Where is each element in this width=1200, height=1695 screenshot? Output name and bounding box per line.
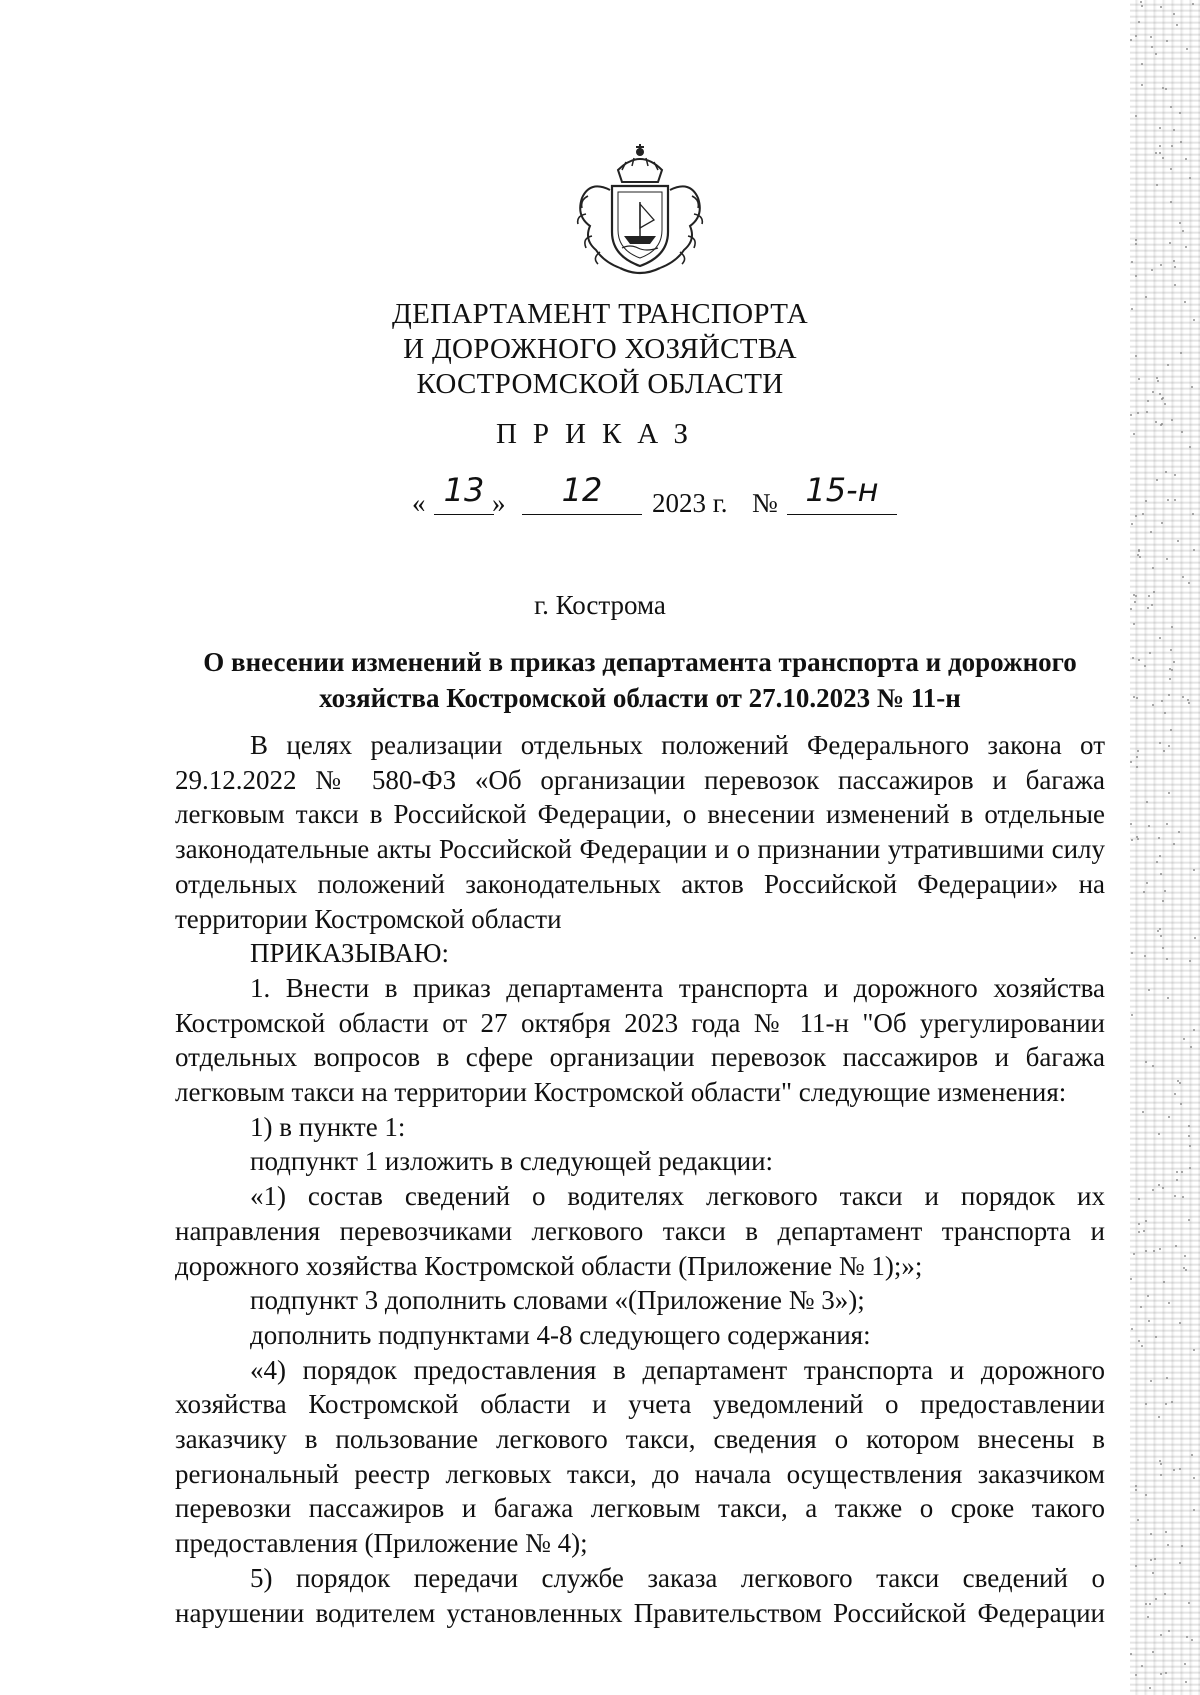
scan-speck [1155,1336,1157,1338]
scan-speck [1160,6,1162,8]
scan-speck [1158,837,1160,839]
scan-speck [1168,1630,1170,1632]
scan-speck [1173,661,1175,663]
scan-speck [1170,729,1172,731]
scan-speck [1133,623,1135,625]
scan-speck [1159,1248,1161,1250]
scan-speck [1155,421,1157,423]
body-paragraph: ПРИКАЗЫВАЮ: [250,938,449,969]
scan-speck [1193,1477,1195,1479]
scan-speck [1181,1171,1183,1173]
scan-speck [1174,284,1176,286]
scan-speck [1130,414,1132,416]
scan-speck [1160,424,1162,426]
scan-speck [1148,825,1150,827]
scan-speck [1176,1171,1178,1173]
scan-speck [1137,412,1139,414]
scan-speck [1171,626,1173,628]
scan-speck [1141,5,1143,7]
scan-speck [1169,678,1171,680]
scan-speck [1193,1029,1195,1031]
scan-speck [1140,1306,1142,1308]
scan-speck [1169,242,1171,244]
scan-speck [1186,48,1188,50]
scan-speck [1162,900,1164,902]
scan-speck [1185,158,1187,160]
scan-speck [1145,1061,1147,1063]
scan-speck [1150,36,1152,38]
body-paragraph: «1) состав сведений о водителях легкового такси и порядок их направления перевозчиками легкового такси в департамент транспорта и дорожного хозяйства Костромской области (Приложение № 1);»; [175,1181,1105,1281]
org-line-3: КОСТРОМСКОЙ ОБЛАСТИ [416,368,784,400]
scan-speck [1144,955,1146,957]
scan-speck [1140,1,1142,3]
scan-speck [1149,1603,1151,1605]
scan-speck [1164,1593,1166,1595]
scan-speck [1144,665,1146,667]
scan-speck [1187,699,1189,701]
scan-speck [1158,1133,1160,1135]
scan-speck [1188,702,1190,704]
scan-speck [1148,595,1150,597]
scan-speck [1177,540,1179,542]
scan-speck [1147,1295,1149,1297]
scan-speck [1160,935,1162,937]
scan-speck [1131,1014,1133,1016]
scan-speck [1148,1320,1150,1322]
scan-speck [1138,378,1140,380]
scan-speck [1138,659,1140,661]
scan-speck [1191,1639,1193,1641]
scan-speck [1147,1616,1149,1618]
scan-speck [1146,411,1148,413]
scan-speck [1147,400,1149,402]
scan-speck [1162,157,1164,159]
scan-speck [1173,129,1175,131]
scan-speck [1194,937,1196,939]
document-body [175,728,1105,1630]
scan-speck [1181,431,1183,433]
scan-speck [1142,513,1144,515]
scan-speck [1165,1672,1167,1674]
scan-speck [1141,84,1143,86]
scan-speck [1173,1469,1175,1471]
scan-speck [1181,1545,1183,1547]
scan-speck [1141,1345,1143,1347]
scan-speck [1189,446,1191,448]
scan-speck [1135,1674,1137,1676]
scan-speck [1165,1403,1167,1405]
scan-speck [1170,649,1172,651]
title-line-2: хозяйства Костромской области от 27.10.2023 № 11-н [319,683,961,713]
scan-speck [1168,694,1170,696]
scan-speck [1152,704,1154,706]
scan-speck [1192,3,1194,5]
scan-speck [1188,1135,1190,1137]
scan-speck [1161,522,1163,524]
scan-speck [1159,742,1161,744]
scan-speck [1159,145,1161,147]
scan-speck [1182,230,1184,232]
scan-speck [1135,239,1137,241]
scan-speck [1162,1187,1164,1189]
scan-speck [1159,152,1161,154]
scan-speck [1158,1416,1160,1418]
scan-speck [1193,1509,1195,1511]
scan-speck [1139,556,1141,558]
document-title [175,644,1105,716]
scan-speck [1135,1489,1137,1491]
scan-speck [1145,296,1147,298]
scan-speck [1138,1198,1140,1200]
scan-speck [1150,1559,1152,1561]
scan-speck [1145,500,1147,502]
scan-speck [1177,1080,1179,1082]
scan-speck [1156,479,1158,481]
scan-speck [1167,364,1169,366]
organization-name [300,297,900,402]
scan-speck [1136,836,1138,838]
order-year: 2023 г. [652,488,728,518]
scan-speck [1170,201,1172,203]
scan-speck [1136,697,1138,699]
scan-speck [1148,989,1150,991]
scan-speck [1164,403,1166,405]
scan-speck [1138,21,1140,23]
document-type: ПРИКАЗ [495,418,705,450]
scan-speck [1160,873,1162,875]
scan-speck [1138,1223,1140,1225]
scan-speck [1150,1533,1152,1535]
scan-speck [1145,1220,1147,1222]
scan-speck [1168,1116,1170,1118]
scan-speck [1165,88,1167,90]
scan-speck [1189,177,1191,179]
scan-speck [1137,1519,1139,1521]
scan-speck [1193,319,1195,321]
scan-speck [1176,24,1178,26]
scan-speck [1175,1245,1177,1247]
scan-speck [1159,393,1161,395]
order-number: 15-н [787,470,897,515]
scan-speck [1133,1253,1135,1255]
scan-speck [1174,1093,1176,1095]
scan-speck [1141,63,1143,65]
scan-speck [1135,595,1137,597]
scan-speck [1138,1231,1140,1233]
scan-speck [1184,1663,1186,1665]
scan-speck [1189,1145,1191,1147]
scan-speck [1156,377,1158,379]
scan-speck [1160,1474,1162,1476]
close-quote: » [492,488,506,518]
scan-speck [1156,861,1158,863]
scan-speck [1159,855,1161,857]
scan-speck [1166,958,1168,960]
scan-speck [1135,35,1137,37]
scan-speck [1179,112,1181,114]
scan-speck [1156,184,1158,186]
scan-speck [1183,1038,1185,1040]
scan-speck [1174,266,1176,268]
scan-speck [1167,997,1169,999]
scan-speck [1166,558,1168,560]
scan-speck [1159,1460,1161,1462]
scan-speck [1135,275,1137,277]
scan-speck [1142,1111,1144,1113]
scan-speck [1133,696,1135,698]
scan-speck [1182,1196,1184,1198]
scan-speck [1160,1463,1162,1465]
scan-speck [1131,261,1133,263]
scan-speck [1157,380,1159,382]
scan-speck [1166,40,1168,42]
scan-speck [1162,87,1164,89]
scan-speck [1159,127,1161,129]
scan-speck [1168,1302,1170,1304]
scan-speck [1179,1562,1181,1564]
scan-speck [1152,567,1154,569]
scan-speck [1150,531,1152,533]
scan-speck [1171,1401,1173,1403]
scan-speck [1135,1485,1137,1487]
scan-speck [1171,419,1173,421]
scan-speck [1152,1651,1154,1653]
scan-speck [1151,46,1153,48]
scan-speck [1180,141,1182,143]
scan-speck [1178,831,1180,833]
scan-speck [1159,928,1161,930]
scan-speck [1185,1269,1187,1271]
body-paragraph: 1. Внести в приказ департамента транспорта и дорожного хозяйства Костромской области от 27 октября 2023 года № 11-н "Об урегулировании отдельных вопросов в сфере организации перевозок пассажиров и багажа легковым такси на территории Костромской области" следующие изменения: [175,972,1105,1108]
scan-speck [1152,1065,1154,1067]
scan-speck [1179,222,1181,224]
scan-speck [1149,652,1151,654]
number-sign: № [752,488,778,518]
scan-speck [1133,433,1135,435]
scan-speck [1174,474,1176,476]
body-paragraph: подпункт 1 изложить в следующей редакции: [250,1146,774,1177]
scan-speck [1131,308,1133,310]
scan-speck [1163,1281,1165,1283]
scan-speck [1132,657,1134,659]
scan-speck [1188,1602,1190,1604]
scan-speck [1182,696,1184,698]
scan-speck [1131,839,1133,841]
scan-speck [1190,1046,1192,1048]
scan-speck [1141,1665,1143,1667]
scan-speck [1180,352,1182,354]
scan-speck [1189,1167,1191,1169]
scan-speck [1193,869,1195,871]
scan-speck [1131,952,1133,954]
scan-speck [1188,582,1190,584]
scan-speck [1135,515,1137,517]
scan-speck [1185,1681,1187,1683]
scan-speck [1130,761,1132,763]
scan-speck [1137,838,1139,840]
scan-speck [1158,1184,1160,1186]
scan-speck [1192,513,1194,515]
scan-speck [1170,106,1172,108]
scan-noise-edge [1130,0,1200,1695]
scan-speck [1143,1230,1145,1232]
scan-speck [1179,1082,1181,1084]
body-paragraph: 1) в пункте 1: [250,1111,406,1142]
scan-speck [1174,1195,1176,1197]
scan-speck [1185,246,1187,248]
scan-speck [1130,608,1132,610]
scan-speck [1179,1322,1181,1324]
scan-speck [1155,53,1157,55]
scan-speck [1137,554,1139,556]
scan-speck [1136,756,1138,758]
scan-speck [1145,1494,1147,1496]
scan-speck [1135,355,1137,357]
scan-speck [1163,750,1165,752]
order-day: 13 [434,470,494,515]
scan-speck [1134,601,1136,603]
scan-speck [1143,891,1145,893]
scan-speck [1162,947,1164,949]
title-line-1: О внесении изменений в приказ департамента транспорта и дорожного [203,647,1077,677]
scan-speck [1170,168,1172,170]
scan-speck [1179,1468,1181,1470]
scan-speck [1137,750,1139,752]
scan-speck [1171,669,1173,671]
scan-speck [1173,260,1175,262]
scan-speck [1193,1349,1195,1351]
scan-speck [1174,499,1176,501]
scan-speck [1168,745,1170,747]
scan-speck [1186,1636,1188,1638]
scan-speck [1153,1250,1155,1252]
scan-speck [1145,1403,1147,1405]
scan-speck [1152,391,1154,393]
scan-speck [1131,1328,1133,1330]
scan-speck [1149,1687,1151,1689]
org-line-2: И ДОРОЖНОГО ХОЗЯЙСТВА [403,333,797,365]
scan-speck [1173,13,1175,15]
scan-speck [1161,700,1163,702]
scan-speck [1166,823,1168,825]
scan-speck [1166,1377,1168,1379]
scan-speck [1136,766,1138,768]
scan-speck [1188,1125,1190,1127]
scan-speck [1138,1340,1140,1342]
scan-speck [1184,1255,1186,1257]
body-paragraph: дополнить подпунктами 4-8 следующего содержания: [250,1319,871,1350]
scan-speck [1191,1454,1193,1456]
city-name: г. Кострома [534,590,666,620]
scan-speck [1138,549,1140,551]
scan-speck [1130,823,1132,825]
scan-speck [1164,712,1166,714]
scan-speck [1157,930,1159,932]
scan-speck [1167,1544,1169,1546]
scan-speck [1176,1179,1178,1181]
scan-speck [1160,264,1162,266]
scan-speck [1160,1634,1162,1636]
scan-speck [1155,1598,1157,1600]
scan-speck [1168,792,1170,794]
scan-speck [1146,882,1148,884]
org-line-1: ДЕПАРТАМЕНТ ТРАНСПОРТА [391,298,809,330]
scan-speck [1151,269,1153,271]
scan-speck [1165,1531,1167,1533]
scan-speck [1130,39,1132,41]
order-month: 12 [522,470,642,515]
scan-speck [1145,1603,1147,1605]
scan-speck [1184,301,1186,303]
kostroma-coat-of-arms-icon [560,140,720,280]
scan-speck [1193,549,1195,551]
scan-speck [1154,1558,1156,1560]
scan-speck [1151,604,1153,606]
scan-speck [1152,1189,1154,1191]
scan-speck [1135,243,1137,245]
scan-speck [1147,607,1149,609]
scan-speck [1146,801,1148,803]
scan-speck [1182,576,1184,578]
open-quote: « [412,488,426,518]
scan-speck [1160,1673,1162,1675]
scan-speck [1171,145,1173,147]
scan-speck [1130,1653,1132,1655]
scan-speck [1153,591,1155,593]
body-paragraph: подпункт 3 дополнить словами «(Приложение № 3»); [250,1285,865,1316]
scan-speck [1188,1219,1190,1221]
scan-speck [1152,1572,1154,1574]
body-paragraph: 5) порядок передачи службе заказа легкового такси сведений о нарушении водителем установленных Правительством Российской Федерации [175,1562,1105,1628]
scan-speck [1191,386,1193,388]
body-paragraph: В целях реализации отдельных положений Федерального закона от 29.12.2022 № 580-ФЗ «Об организации перевозок пассажиров и багажа легковым такси в Российской Федерации, о внесении изменений в отдельные законодательные акты Российской Федерации и о признании утратившими силу отдельных положений законодательных актов Российской Федерации» на территории Костромской области [175,730,1105,934]
order-date-number [412,470,912,520]
scan-speck [1189,960,1191,962]
scan-speck [1131,523,1133,525]
scan-speck [1173,843,1175,845]
scan-speck [1183,1267,1185,1269]
scan-speck [1159,637,1161,639]
body-paragraph: «4) порядок предоставления в департамент транспорта и дорожного хозяйства Костромской области и учета уведомлений о предоставлении заказчику в пользование легкового такси, сведения о котором внесены в региональный реестр легковых такси, до начала осуществления заказчиком перевозки пассажиров и багажа легковым такси, а также о сроке такого предоставления (Приложение № 4); [175,1354,1105,1559]
scan-speck [1180,1103,1182,1105]
scan-speck [1135,115,1137,117]
scan-speck [1135,1565,1137,1567]
scan-speck [1165,471,1167,473]
scan-speck [1155,152,1157,154]
scan-speck [1150,1380,1152,1382]
scan-speck [1130,1278,1132,1280]
scan-speck [1145,1250,1147,1252]
scan-speck [1161,398,1163,400]
scan-speck [1167,499,1169,501]
scan-speck [1164,890,1166,892]
